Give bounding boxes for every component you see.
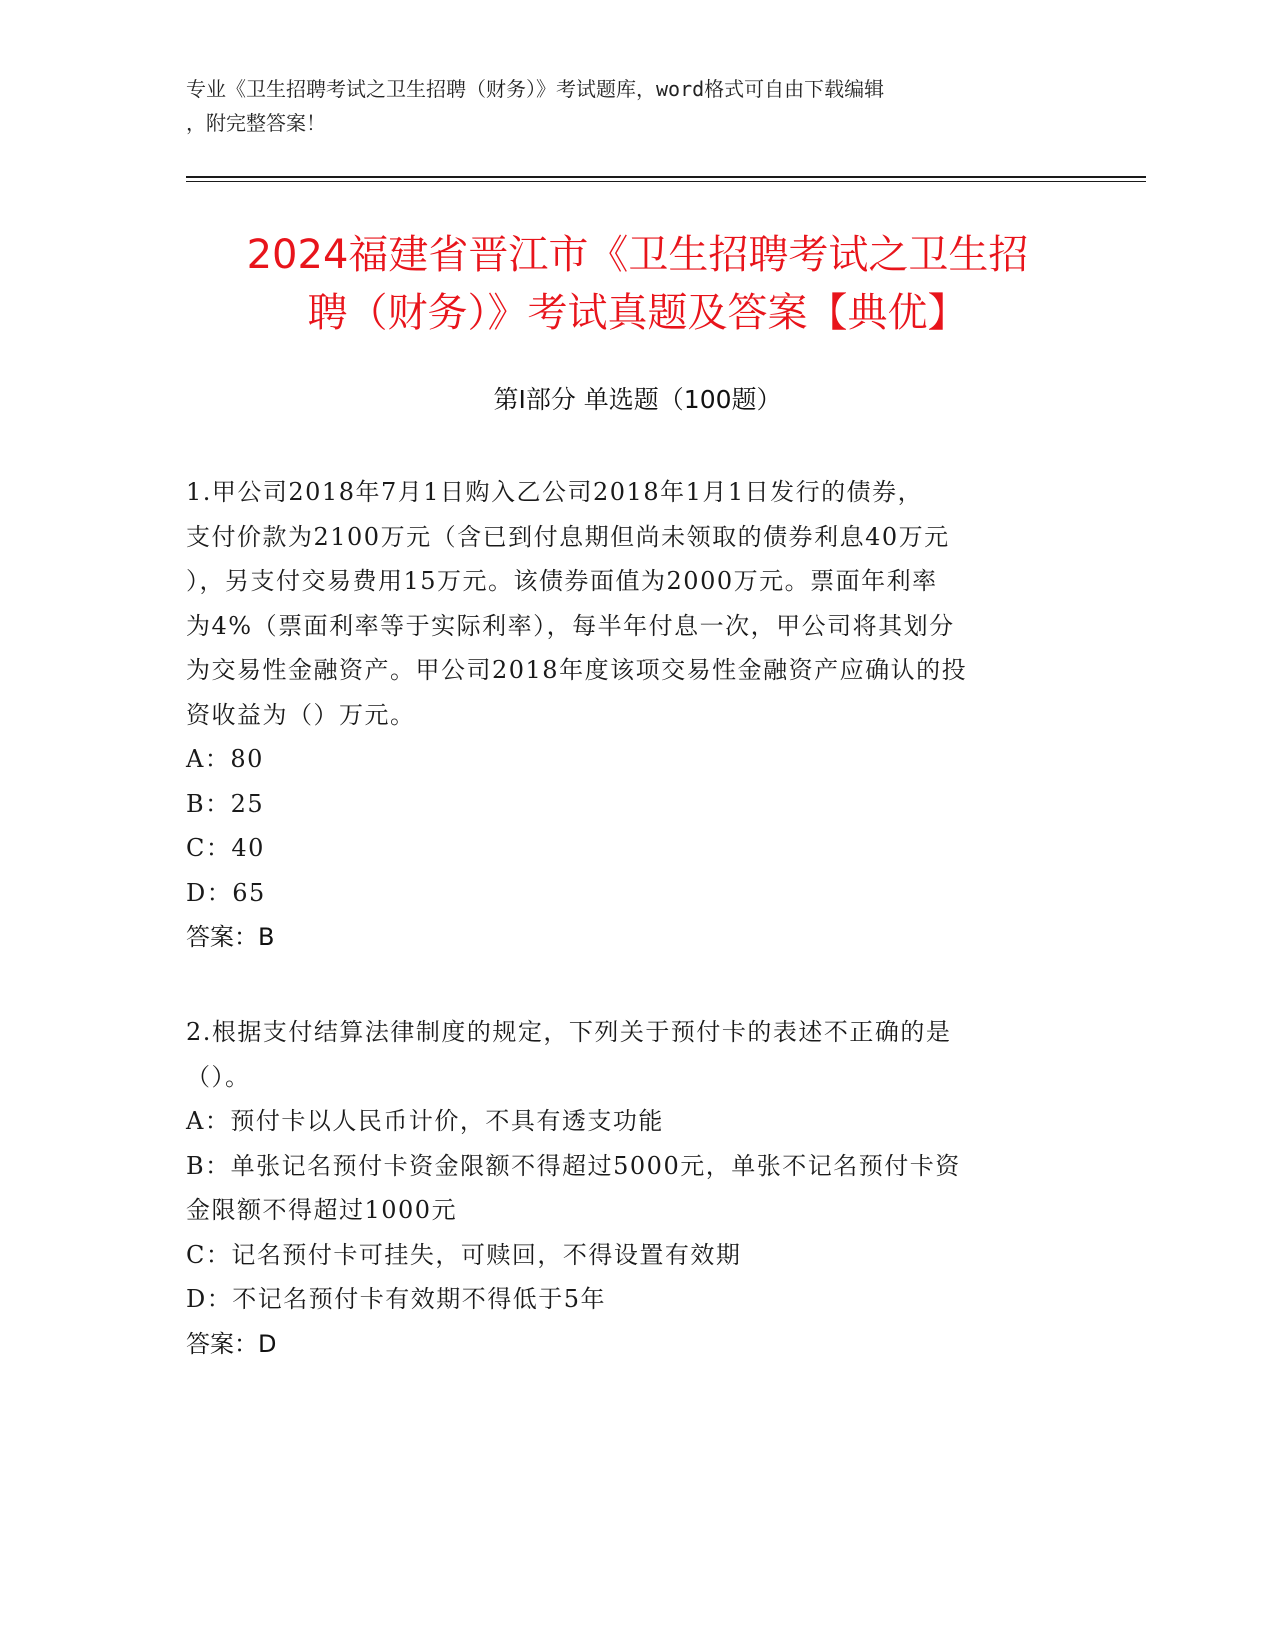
header-divider <box>186 176 1146 178</box>
answer-line: 答案：B <box>186 923 275 951</box>
option-d: D：65 <box>186 878 266 907</box>
header-note-line: 专业《卫生招聘考试之卫生招聘（财务）》考试题库，word格式可自由下载编辑 <box>186 77 885 101</box>
option-b: B：单张记名预付卡资金限额不得超过5000元，单张不记名预付卡资 <box>186 1151 961 1180</box>
option-d: D：不记名预付卡有效期不得低于5年 <box>186 1285 607 1313</box>
question-block <box>186 470 1066 960</box>
question-stem-line: 资收益为（）万元。 <box>186 700 416 729</box>
question-stem-line: 为4%（票面利率等于实际利率），每半年付息一次，甲公司将其划分 <box>186 611 955 640</box>
header-divider-thin <box>186 181 1146 182</box>
option-a: A：80 <box>186 745 264 773</box>
option-b: B：25 <box>186 789 265 818</box>
header-note <box>186 72 1066 140</box>
header-note-line: ，附完整答案！ <box>186 111 326 135</box>
option-c: C：记名预付卡可挂失，可赎回，不得设置有效期 <box>186 1240 742 1269</box>
question-stem-line: （）。 <box>186 1062 251 1091</box>
option-c: C：40 <box>186 834 265 862</box>
question-stem-line: 支付价款为2100万元（含已到付息期但尚未领取的债券利息40万元 <box>186 522 950 551</box>
question-stem-line: 2.根据支付结算法律制度的规定，下列关于预付卡的表述不正确的是 <box>186 1018 952 1046</box>
question-stem-line: 1.甲公司2018年7月1日购入乙公司2018年1月1日发行的债券， <box>186 478 924 506</box>
question-stem-line: 为交易性金融资产。甲公司2018年度该项交易性金融资产应确认的投 <box>186 656 968 684</box>
option-b-continued: 金限额不得超过1000元 <box>186 1196 458 1224</box>
answer-line: 答案：D <box>186 1329 277 1358</box>
section-title: 第Ⅰ部分 单选题（100题） <box>493 385 782 414</box>
option-a: A：预付卡以人民币计价，不具有透支功能 <box>186 1107 664 1135</box>
document-title <box>150 226 1125 342</box>
question-block <box>186 1010 1066 1366</box>
document-title-line: 聘（财务）》考试真题及答案【典优】 <box>307 290 968 336</box>
document-title-line: 2024福建省晋江市《卫生招聘考试之卫生招 <box>246 232 1029 278</box>
question-stem-line: ），另支付交易费用15万元。该债券面值为2000万元。票面年利率 <box>186 567 938 595</box>
